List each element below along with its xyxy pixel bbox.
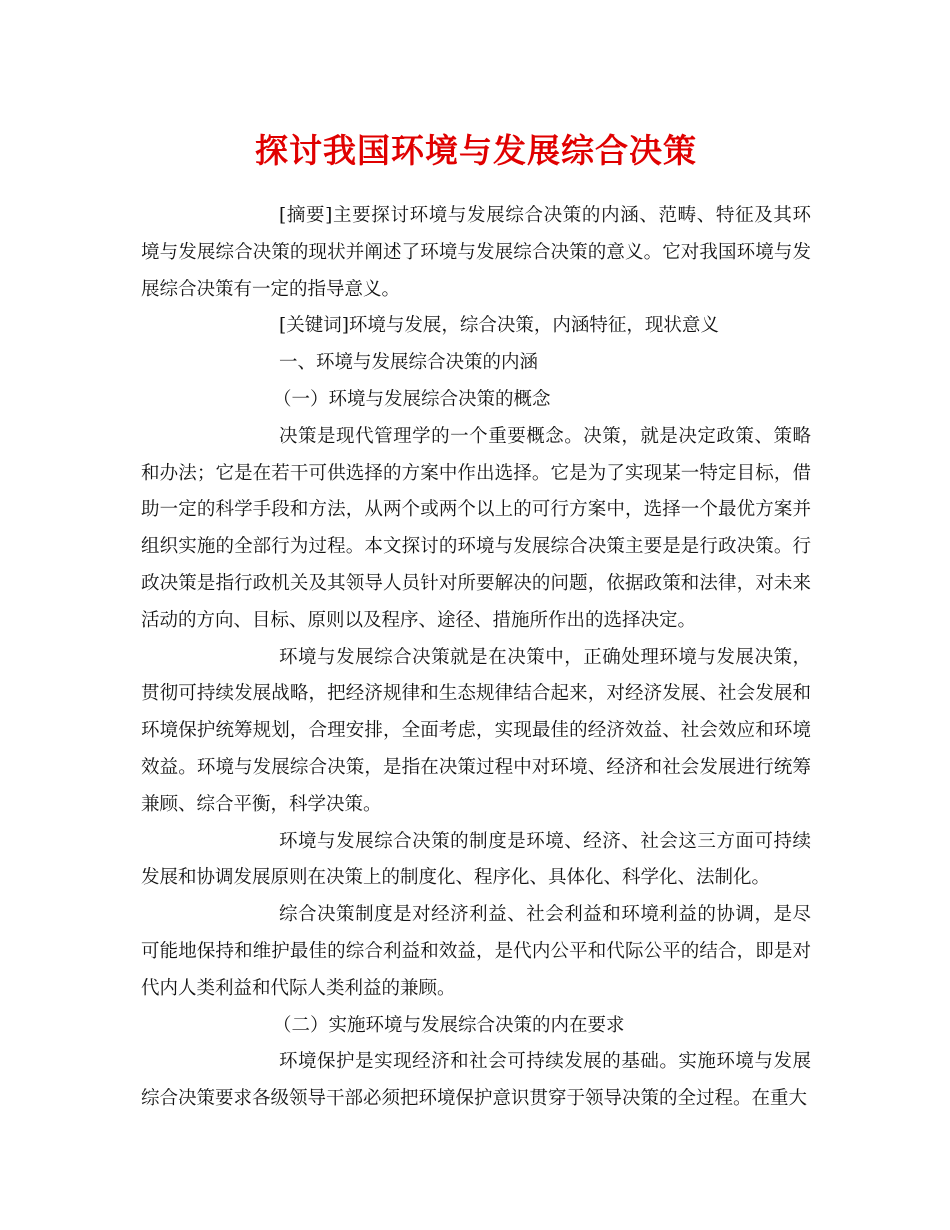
subsection-heading: （二）实施环境与发展综合决策的内在要求 — [273, 1014, 625, 1036]
body-paragraph: 综合决策制度是对经济利益、社会利益和环境利益的协调，是尽可能地保持和维护最佳的综合利益和效益，是代内公平和代际公平的结合，即是对代内人类利益和代际人类利益的兼顾。 — [141, 904, 811, 999]
body-paragraph: 决策是现代管理学的一个重要概念。决策，就是决定政策、策略和办法；它是在若干可供选择的方案中作出选择。它是为了实现某一特定目标，借助一定的科学手段和方法，从两个或两个以上的可行方案中，选择一个最优方案并组织实施的全部行为过程。本文探讨的环境与发展综合决策主要是是行政决策。行政决策是指行政机关及其领导人员针对所要解决的问题，依据政策和法律，对未来活动的方向、目标、原则以及程序、途径、措施所作出的选择决定。 — [141, 425, 811, 631]
abstract-paragraph: [摘要]主要探讨环境与发展综合决策的内涵、范畴、特征及其环境与发展综合决策的现状并阐述了环境与发展综合决策的意义。它对我国环境与发展综合决策有一定的指导意义。 — [141, 205, 811, 300]
body-paragraph: 环境保护是实现经济和社会可持续发展的基础。实施环境与发展综合决策要求各级领导干部必须把环境保护意识贯穿于领导决策的全过程。在重大 — [141, 1051, 811, 1110]
subsection-heading: （一）环境与发展综合决策的概念 — [273, 388, 551, 410]
keywords-paragraph: [关键词]环境与发展，综合决策，内涵特征，现状意义 — [279, 315, 719, 337]
document-page — [141, 118, 811, 1118]
body-paragraph: 环境与发展综合决策的制度是环境、经济、社会这三方面可持续发展和协调发展原则在决策上的制度化、程序化、具体化、科学化、法制化。 — [141, 830, 811, 889]
document-title: 探讨我国环境与发展综合决策 — [255, 131, 697, 170]
document-body — [141, 198, 811, 1118]
section-heading: 一、环境与发展综合决策的内涵 — [279, 352, 539, 374]
body-paragraph: 环境与发展综合决策就是在决策中，正确处理环境与发展决策，贯彻可持续发展战略，把经济规律和生态规律结合起来，对经济发展、社会发展和环境保护统筹规划，合理安排，全面考虑，实现最佳的经济效益、社会效应和环境效益。环境与发展综合决策，是指在决策过程中对环境、经济和社会发展进行统筹兼顾、综合平衡，科学决策。 — [141, 646, 811, 815]
